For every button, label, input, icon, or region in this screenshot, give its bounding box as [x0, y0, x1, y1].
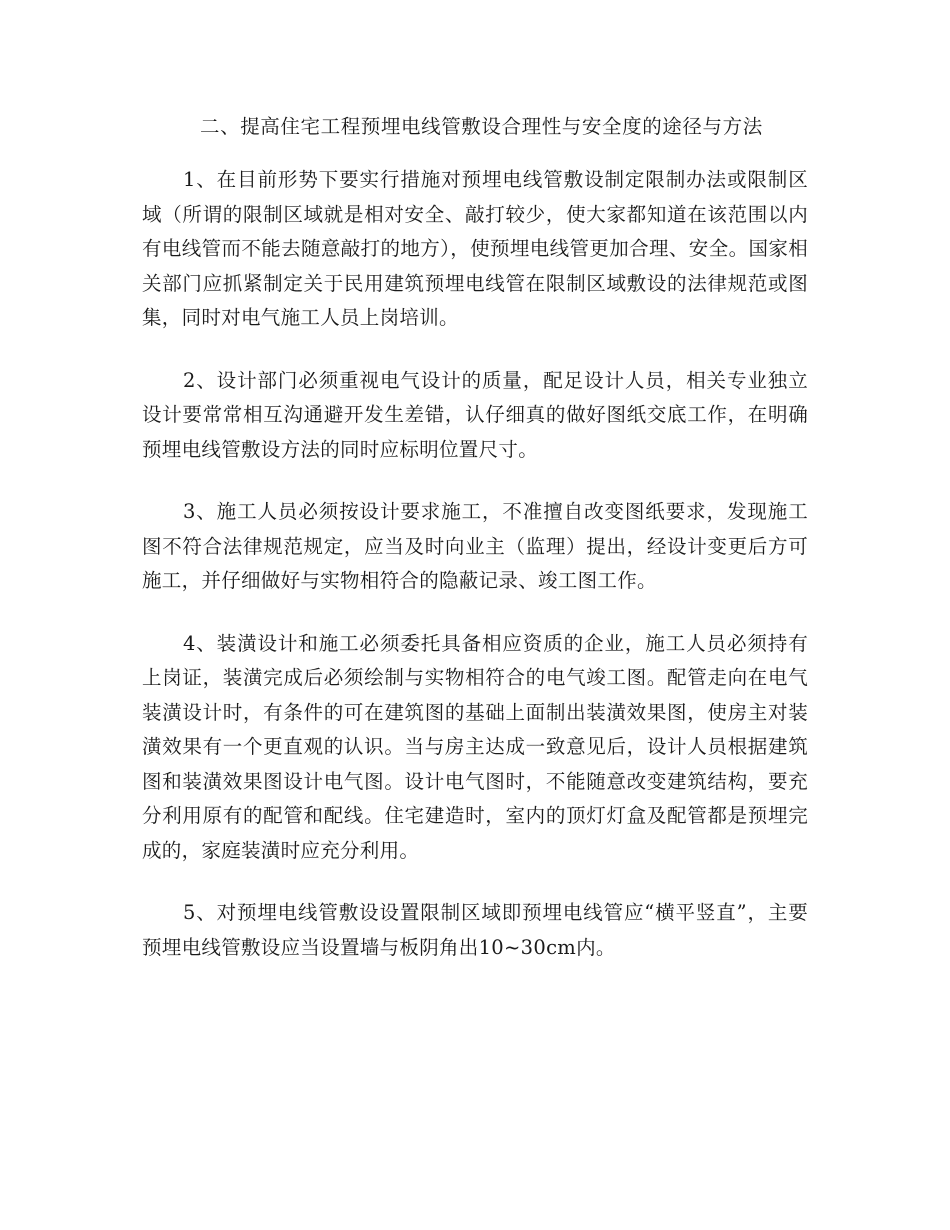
document-body [142, 163, 808, 993]
section-heading: 二、提高住宅工程预埋电线管敷设合理性与安全度的途径与方法 [200, 115, 763, 138]
paragraph-1: 1、在目前形势下要实行措施对预埋电线管敷设制定限制办法或限制区域（所谓的限制区域就是相对安全、敲打较少，使大家都知道在该范围以内有电线管而不能去随意敲打的地方），使预埋电线管更加合理、安全。国家相关部门应抓紧制定关于民用建筑预埋电线管在限制区域敷设的法律规范或图集，同时对电气施工人员上岗培训。 [142, 168, 808, 329]
paragraph-4: 4、装潢设计和施工必须委托具备相应资质的企业，施工人员必须持有上岗证，装潢完成后必须绘制与实物相符合的电气竣工图。配管走向在电气装潢设计时，有条件的可在建筑图的基础上面制出装潢效果图，使房主对装潢效果有一个更直观的认识。当与房主达成一致意见后，设计人员根据建筑图和装潢效果图设计电气图。设计电气图时，不能随意改变建筑结构，要充分利用原有的配管和配线。住宅建造时，室内的顶灯灯盒及配管都是预埋完成的，家庭装潢时应充分利用。 [142, 631, 808, 862]
paragraph-5: 5、对预埋电线管敷设设置限制区域即预埋电线管应“横平竖直”，主要预埋电线管敷设应当设置墙与板阴角出10~30cm内。 [142, 901, 808, 959]
paragraph-2: 2、设计部门必须重视电气设计的质量，配足设计人员，相关专业独立设计要常常相互沟通避开发生差错，认仔细真的做好图纸交底工作，在明确预埋电线管敷设方法的同时应标明位置尺寸。 [142, 368, 808, 461]
paragraph-3: 3、施工人员必须按设计要求施工，不准擅自改变图纸要求，发现施工图不符合法律规范规定，应当及时向业主（监理）提出，经设计变更后方可施工，并仔细做好与实物相符合的隐蔽记录、竣工图工作。 [142, 500, 808, 592]
